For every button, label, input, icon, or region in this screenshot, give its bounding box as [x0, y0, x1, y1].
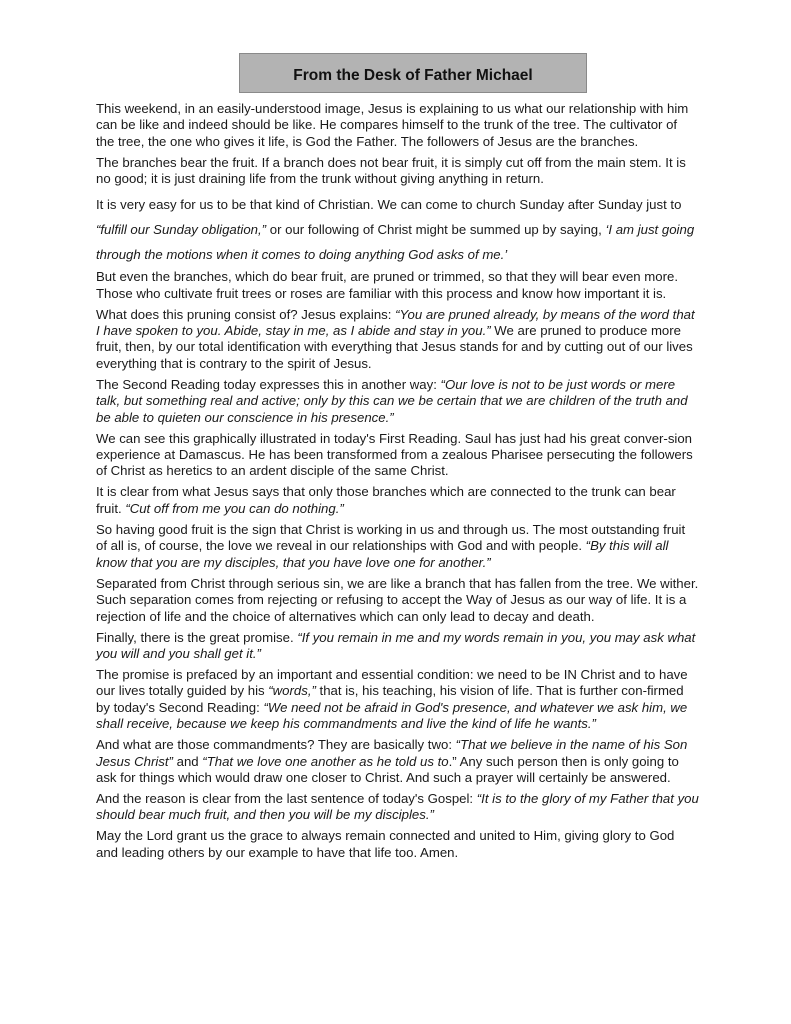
paragraph-text: and [172, 753, 203, 769]
quote-text: “If you remain in me and my words remain in you, you may ask what you will and you shall get it.” [96, 629, 696, 661]
quote-text: “You are pruned already, by means of the word that I have spoken to you. Abide, stay in me, as I abide and stay in you.” [96, 306, 695, 339]
quote-text: “By this will all know that you are my disciples, that you have love one for another.” [96, 538, 669, 570]
paragraph [96, 307, 699, 373]
paragraph [96, 791, 699, 824]
paragraph-text: should [231, 117, 271, 133]
paragraph [96, 737, 699, 786]
quote-text: “That we believe in the name of his Son Jesus Christ” [96, 737, 688, 769]
title-banner [239, 53, 587, 93]
paragraph-text: The Second Reading today expresses this in another way: [96, 376, 441, 392]
paragraph [96, 269, 699, 302]
paragraph-text: It is very easy for us to be that kind of Christian. We can come to church Sunday after Sunday just to [96, 197, 682, 213]
page-title: From the Desk of Father Michael [293, 67, 533, 84]
paragraph-text: or our following of Christ might be summed up by saying, [266, 222, 606, 238]
paragraph-text: Finally, there is the great promise. [96, 629, 298, 645]
paragraph-text: It is clear from what Jesus says that only those branches which are connected to the trunk can bear fruit. [96, 484, 676, 516]
paragraph-text: The branches bear the fruit. If a branch does not bear fruit, it is simply cut off from the main stem. It is no good; it is just draining life from the trunk without giving anything in return. [96, 154, 686, 187]
paragraph [96, 576, 699, 625]
paragraph [96, 630, 699, 663]
paragraph-text: .” Any such person then is only going to ask for things which would draw one closer to Christ. And such a prayer will certainly be answered. [96, 753, 679, 785]
quote-text: “We need not be afraid in God's presence, and whatever we ask him, we shall receive, because we keep his commandments and live the kind of life he wants.” [96, 699, 688, 732]
quote-text: ‘I am just going through the motions when it comes to doing anything God asks of me.’ [96, 222, 695, 263]
paragraph [96, 522, 699, 571]
paragraph-text: What does this pruning consist of? Jesus explains: [96, 306, 396, 322]
paragraph [96, 828, 699, 861]
quote-text: “It is to the glory of my Father that you should bear much fruit, and then you will be my disciples.” [96, 790, 699, 823]
paragraph-text: But even the branches, which do bear fruit, are pruned or trimmed, so that they will bear even more. Those who cultivate fruit trees or roses are familiar with this process and know how important it is. [96, 269, 679, 301]
paragraph-text: can be like [96, 117, 160, 133]
quote-text: “That we love one another as he told us to [202, 753, 449, 769]
quote-text: “Cut off from me you can do nothing.” [125, 500, 344, 516]
paragraph [96, 101, 699, 150]
paragraph [96, 155, 699, 188]
paragraph-text: We can see this graphically illustrated in today's First Reading. Saul has just had his great conver-sion experience at Damascus. He has been transformed from a zealous Pharisee persecuting the followers of Christ as heretics to an ardent disciple of the same Christ. [96, 430, 693, 479]
quote-text: “Our love is not to be just words or mere talk, but something real and active; only by this can we be certain that we are children of the truth and be able to quieten our conscience in his presence.” [96, 376, 688, 425]
paragraph [96, 377, 699, 426]
paragraph-text: that is, his teaching, his vision of life. That is further con-firmed by today's Second Reading: [96, 683, 684, 715]
paragraph-text: May the Lord grant us the grace to always remain connected and united to Him, giving glory to God and leading others by our example to have that life too. Amen. [96, 828, 675, 860]
quote-text: “fulfill our Sunday obligation,” [96, 222, 267, 238]
article-body [96, 101, 699, 866]
quote-text: “words,” [268, 683, 316, 699]
paragraph-text: And what are those commandments? They are basically two: [96, 737, 456, 753]
paragraph [96, 484, 699, 517]
paragraph-text: Separated from Christ through serious sin, we are like a branch that has fallen from the tree. We wither. Such separation comes from rejecting or refusing to accept the Way of Jesus as our way of life. It is a rejection of life and the choice of alternatives which can only lead to decay and death. [96, 575, 699, 624]
paragraph [96, 431, 699, 480]
paragraph-text: The promise is prefaced by an important and essential condition: we need to be IN Christ and to have our lives totally guided by his [96, 666, 688, 699]
paragraph-text: So having good fruit is the sign that Christ is working in us and through us. The most outstanding fruit of all is, of course, the love we reveal in our relationships with God and with people. [96, 521, 686, 554]
paragraph [96, 192, 699, 267]
paragraph-text: be like. He compares himself to the trunk of the tree. The cultivator of the tree, the one who gives it life, is God the Father. The followers of Jesus are the branches. [96, 117, 678, 149]
paragraph-text: This weekend, in an easily-understood image, Jesus is explaining to us what our relationship with him [96, 101, 689, 116]
paragraph [96, 667, 699, 733]
paragraph-text: We are pruned to produce more fruit, then, by our total identification with everything that Jesus stands for and by cutting out of our lives everything that is contrary to the spirit of Jesus. [96, 323, 693, 371]
paragraph-text: And the reason is clear from the last sentence of today's Gospel: [96, 790, 477, 806]
paragraph-text: and indeed [159, 117, 232, 133]
